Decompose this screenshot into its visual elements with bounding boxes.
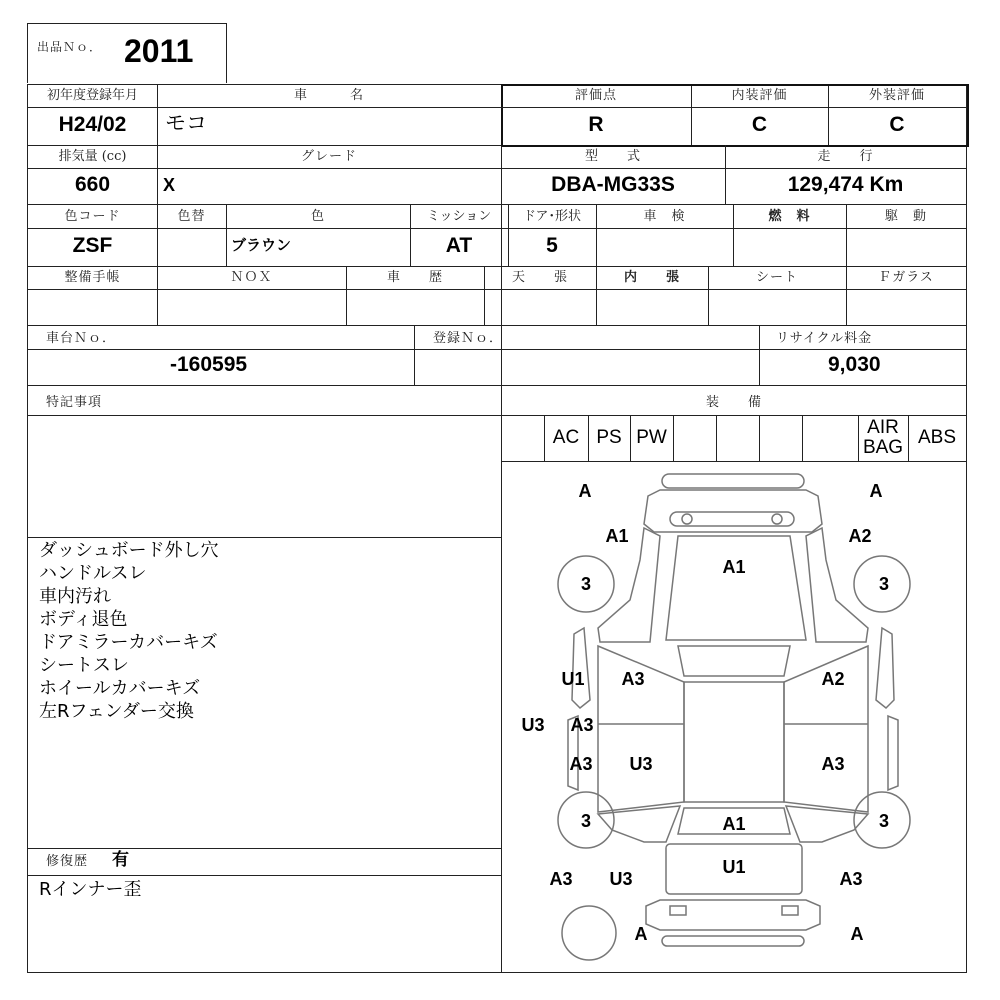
sunroof-label: 天 張: [511, 270, 568, 285]
remark-item: ホイールカバーキズ: [39, 678, 201, 699]
windshield: [678, 646, 790, 676]
color-code-value: ZSF: [72, 234, 113, 257]
damage-mark: A3: [821, 754, 845, 774]
repair-note: Rインナー歪: [39, 879, 142, 900]
damage-mark: U3: [521, 715, 545, 735]
damage-mark: A3: [549, 869, 573, 889]
car-name-value: モコ: [165, 111, 207, 135]
repair-history-label: 修復歴: [46, 854, 89, 869]
damage-mark: A2: [848, 526, 872, 546]
roof: [684, 682, 784, 802]
door-shape-label: ドア･形状: [522, 209, 582, 224]
hood-outline: [666, 536, 806, 640]
remark-item: ハンドルスレ: [39, 563, 147, 584]
remark-item: ドアミラーカバーキズ: [39, 632, 218, 653]
remark-item: ダッシュボード外し穴: [39, 540, 219, 561]
damage-mark: 3: [878, 811, 890, 831]
left-rear-fender: [598, 806, 680, 842]
first-reg-label: 初年度登録年月: [46, 88, 138, 103]
interior-score-label: 内装評価: [731, 88, 788, 103]
color-label: 色: [310, 209, 325, 224]
recycle-value: 9,030: [828, 353, 881, 376]
damage-mark: A: [578, 481, 592, 501]
damage-mark: A3: [839, 869, 863, 889]
damage-mark: A2: [821, 669, 845, 689]
car-name-label: 車 名: [293, 88, 364, 103]
score-label: 評価点: [574, 88, 617, 103]
model-label: 型 式: [584, 149, 641, 164]
grade-value: X: [163, 175, 176, 195]
exterior-score-label: 外装評価: [868, 88, 925, 103]
damage-mark: A1: [605, 526, 629, 546]
equip-ps: PS: [596, 427, 622, 448]
spare-tire: [562, 906, 616, 960]
rear-bumper: [662, 936, 804, 946]
equip-pw: PW: [636, 427, 667, 448]
color-value: ブラウン: [231, 236, 292, 254]
lot-label: 出品Ｎｏ．: [37, 40, 103, 54]
model-value: DBA-MG33S: [551, 173, 675, 196]
damage-mark: U1: [722, 857, 746, 877]
color-code-label: 色コード: [64, 209, 121, 224]
damage-mark: 3: [878, 574, 890, 594]
history-label: 車 歴: [386, 270, 443, 285]
damage-mark: U3: [609, 869, 633, 889]
grade-label: グレード: [300, 149, 357, 164]
service-book-label: 整備手帳: [64, 270, 121, 285]
damage-mark: 3: [580, 574, 592, 594]
reg-no-label: 登録Ｎｏ．: [433, 331, 504, 346]
mileage-label: 走 行: [817, 149, 874, 164]
mileage-value: 129,474 Km: [787, 173, 904, 196]
seat-label: シート: [755, 270, 798, 285]
damage-mark: A: [850, 924, 864, 944]
drive-label: 駆 動: [884, 209, 927, 224]
repair-history-value: 有: [112, 850, 129, 870]
displacement-value: 660: [74, 173, 111, 196]
equip-ac: AC: [552, 427, 580, 448]
transmission-value: AT: [445, 234, 473, 257]
damage-mark: U3: [629, 754, 653, 774]
interior-trim-label: 内 張: [623, 270, 680, 285]
interior-score-value: C: [751, 113, 768, 136]
chassis-no-label: 車台Ｎｏ．: [46, 331, 117, 346]
left-mirror: [572, 628, 590, 708]
f-glass-label: Ｆガラス: [878, 270, 934, 285]
remark-item: 左Rフェンダー交換: [39, 701, 194, 722]
damage-mark: U1: [561, 669, 585, 689]
remarks-label: 特記事項: [46, 395, 103, 410]
damage-mark: A3: [570, 715, 594, 735]
door-shape-value: 5: [546, 234, 558, 257]
damage-mark: A1: [722, 557, 746, 577]
right-mirror: [876, 628, 894, 708]
displacement-label: 排気量 (cc): [58, 149, 127, 164]
nox-label: ＮＯＸ: [230, 270, 273, 285]
damage-mark: A3: [621, 669, 645, 689]
damage-mark: A1: [722, 814, 746, 834]
damage-mark: A: [869, 481, 883, 501]
first-reg-value: H24/02: [58, 113, 127, 136]
chassis-no-value: -160595: [170, 353, 248, 376]
remark-item: 車内汚れ: [39, 586, 111, 607]
damage-mark: 3: [580, 811, 592, 831]
color-change-label: 色替: [177, 209, 206, 224]
inspection-label: 車 検: [643, 209, 686, 224]
front-bumper: [662, 474, 804, 488]
damage-mark: A3: [569, 754, 593, 774]
equip-airbag-line2: BAG: [862, 437, 904, 458]
fuel-label: 燃 料: [768, 209, 811, 224]
remark-item: ボディ退色: [39, 609, 128, 630]
exterior-score-value: C: [889, 113, 905, 136]
score-value: R: [588, 113, 604, 136]
equip-airbag-line1: AIR: [867, 417, 899, 438]
transmission-label: ミッション: [426, 209, 492, 224]
equip-abs: ABS: [917, 427, 957, 448]
damage-mark: A: [634, 924, 648, 944]
remark-item: シートスレ: [39, 655, 129, 676]
lot-number: 2011: [124, 33, 194, 69]
equipment-label: 装 備: [705, 395, 762, 410]
recycle-label: リサイクル料金: [776, 331, 873, 346]
